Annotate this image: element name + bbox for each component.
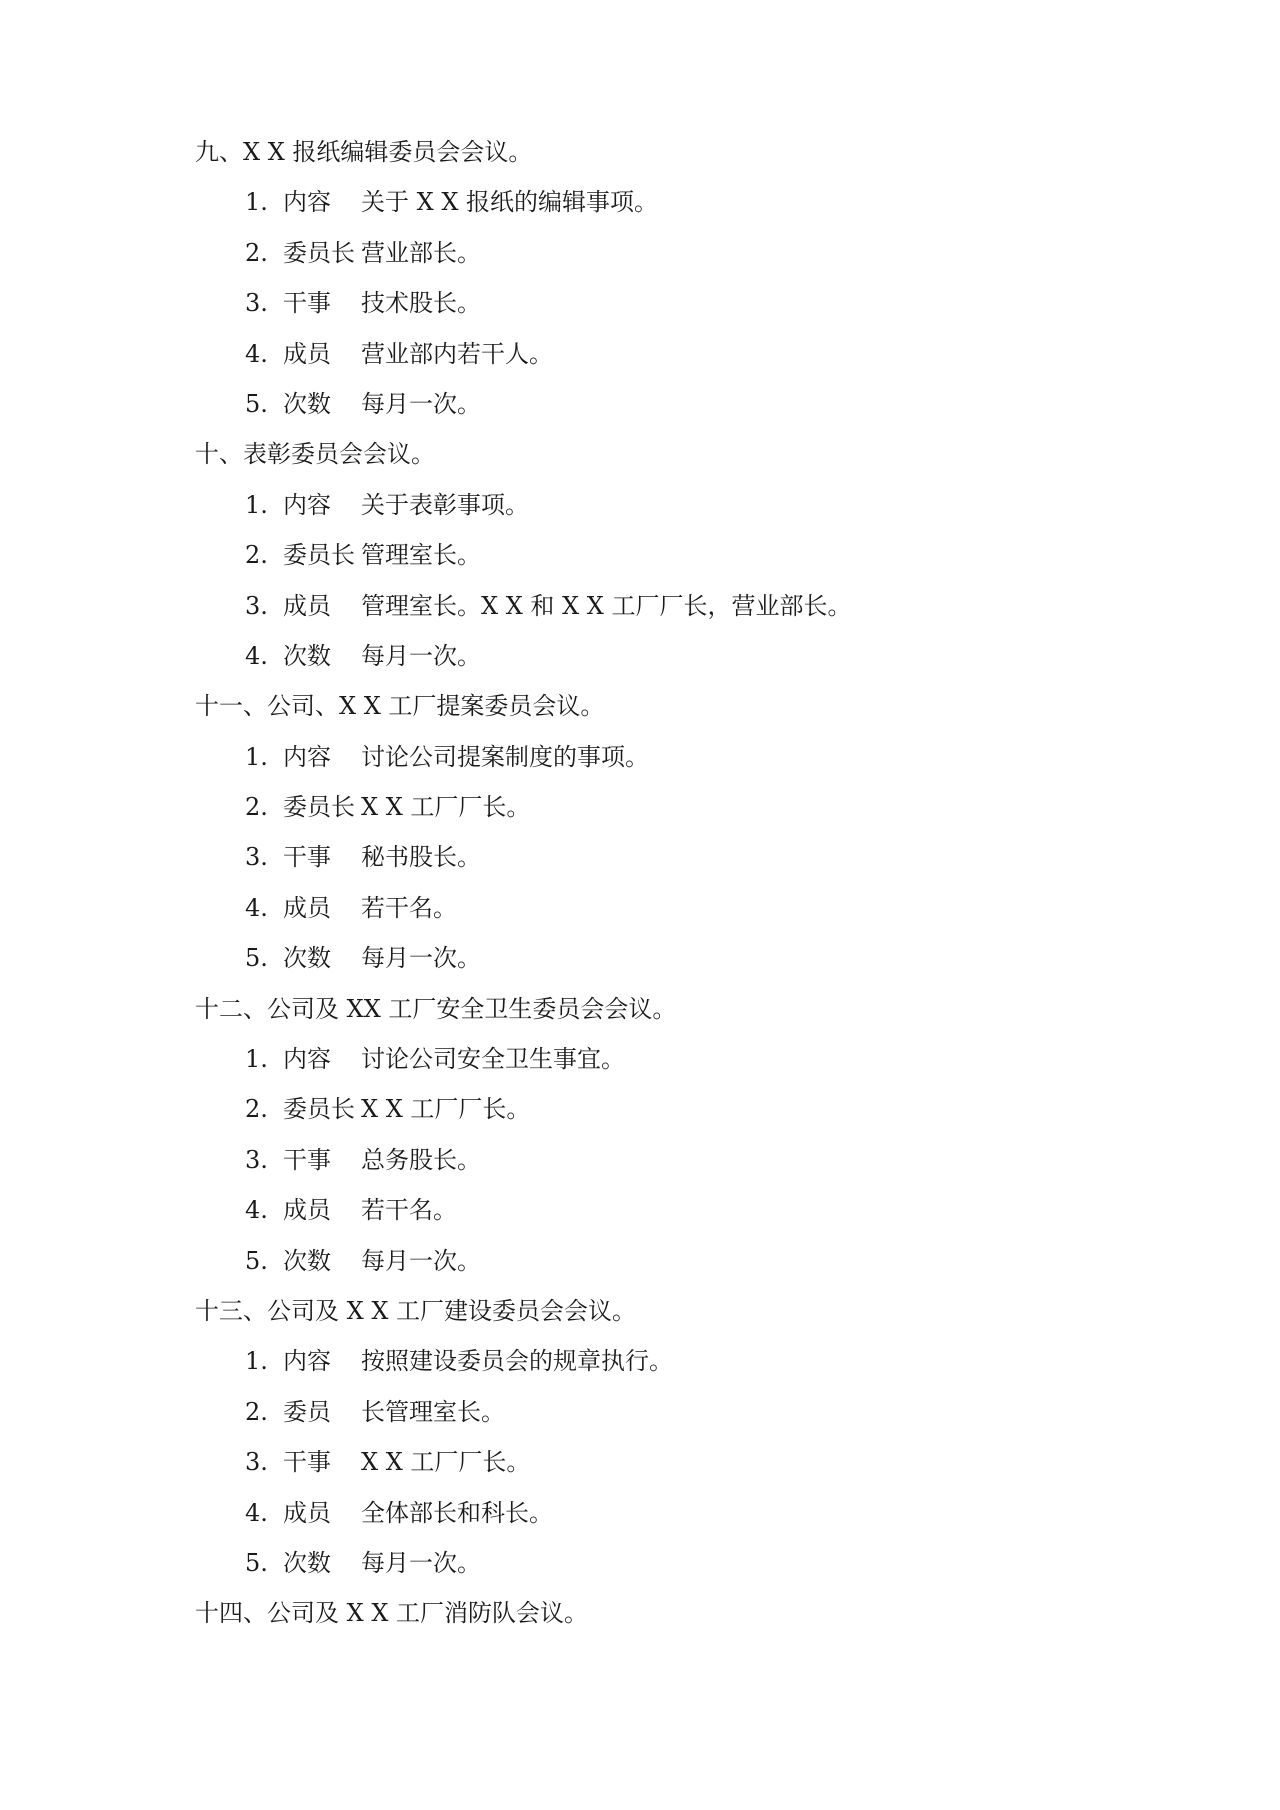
item-number: 2. (245, 238, 268, 267)
list-item (195, 278, 1155, 328)
item-number: 3. (245, 843, 268, 872)
list-item (195, 1135, 1155, 1185)
item-label: 次数 (283, 1246, 331, 1275)
item-text: X X 工厂厂长。 (361, 793, 531, 822)
item-number: 5. (245, 1246, 268, 1275)
item-text: 讨论公司安全卫生事宜。 (361, 1045, 625, 1074)
list-item (195, 228, 1155, 278)
list-item (195, 1236, 1155, 1286)
list-item (195, 379, 1155, 429)
item-label: 委员长 (283, 541, 355, 570)
item-label: 内容 (283, 1347, 331, 1376)
item-text: 管理室长。X X 和 X X 工厂厂长，营业部长。 (361, 591, 852, 620)
document-body (195, 127, 1155, 1639)
item-number: 3. (245, 591, 268, 620)
list-item (195, 480, 1155, 530)
item-number: 5. (245, 389, 268, 418)
item-text: 每月一次。 (361, 944, 481, 973)
item-text: 每月一次。 (361, 1246, 481, 1275)
item-text: 全体部长和科长。 (361, 1498, 553, 1527)
item-text: 关于表彰事项。 (361, 490, 529, 519)
section-heading: 十一、公司、X X 工厂提案委员会议。 (195, 692, 605, 721)
item-text: 秘书股长。 (361, 843, 481, 872)
item-text: 技术股长。 (361, 289, 481, 318)
section-heading: 九、X X 报纸编辑委员会会议。 (195, 138, 533, 166)
item-label: 干事 (283, 1145, 331, 1174)
item-label: 次数 (283, 944, 331, 973)
item-text: 按照建设委员会的规章执行。 (361, 1347, 673, 1376)
item-number: 2. (245, 541, 268, 570)
list-item (195, 1034, 1155, 1084)
item-label: 次数 (283, 1548, 331, 1577)
item-label: 成员 (283, 591, 331, 620)
list-item (195, 177, 1155, 227)
item-number: 3. (245, 1448, 268, 1477)
item-text: X X 工厂厂长。 (361, 1448, 531, 1477)
section-heading: 十二、公司及 XX 工厂安全卫生委员会会议。 (195, 994, 677, 1023)
list-item (195, 1437, 1155, 1487)
item-text: 长管理室长。 (361, 1397, 505, 1426)
item-label: 内容 (283, 188, 331, 217)
item-label: 干事 (283, 843, 331, 872)
item-text: 总务股长。 (361, 1145, 481, 1174)
item-label: 成员 (283, 893, 331, 922)
list-item (195, 732, 1155, 782)
section-heading: 十三、公司及 X X 工厂建设委员会会议。 (195, 1296, 637, 1325)
item-label: 成员 (283, 1498, 331, 1527)
item-label: 委员长 (283, 1095, 355, 1124)
list-item (195, 631, 1155, 681)
list-item (195, 1336, 1155, 1386)
list-item (195, 581, 1155, 631)
item-number: 5. (245, 944, 268, 973)
item-text: 营业部长。 (361, 238, 481, 267)
list-item (195, 883, 1155, 933)
item-label: 次数 (283, 641, 331, 670)
list-item (195, 1538, 1155, 1588)
item-number: 4. (245, 641, 268, 670)
item-text: 讨论公司提案制度的事项。 (361, 742, 649, 771)
item-number: 2. (245, 1095, 268, 1124)
list-item (195, 832, 1155, 882)
item-number: 1. (245, 490, 268, 519)
item-number: 4. (245, 339, 268, 368)
item-label: 成员 (283, 339, 331, 368)
item-text: 每月一次。 (361, 641, 481, 670)
item-label: 内容 (283, 1045, 331, 1074)
list-item (195, 530, 1155, 580)
item-label: 委员 (283, 1397, 331, 1426)
item-label: 委员长 (283, 793, 355, 822)
item-label: 内容 (283, 742, 331, 771)
item-number: 2. (245, 793, 268, 822)
item-number: 5. (245, 1548, 268, 1577)
item-number: 4. (245, 1196, 268, 1225)
item-text: 若干名。 (361, 893, 457, 922)
list-item (195, 933, 1155, 983)
item-text: 若干名。 (361, 1196, 457, 1225)
item-number: 1. (245, 188, 268, 217)
list-item (195, 782, 1155, 832)
item-label: 成员 (283, 1196, 331, 1225)
item-number: 1. (245, 1347, 268, 1376)
item-label: 干事 (283, 1448, 331, 1477)
item-text: 每月一次。 (361, 389, 481, 418)
item-text: 每月一次。 (361, 1548, 481, 1577)
item-label: 干事 (283, 289, 331, 318)
list-item (195, 1387, 1155, 1437)
item-number: 1. (245, 742, 268, 771)
item-text: 关于 X X 报纸的编辑事项。 (361, 188, 659, 217)
list-item (195, 329, 1155, 379)
item-text: 管理室长。 (361, 541, 481, 570)
section-heading: 十、表彰委员会会议。 (195, 440, 435, 469)
list-item (195, 1185, 1155, 1235)
item-number: 4. (245, 893, 268, 922)
section-heading: 十四、公司及 X X 工厂消防队会议。 (195, 1599, 589, 1628)
item-label: 内容 (283, 490, 331, 519)
item-number: 2. (245, 1397, 268, 1426)
list-item (195, 1084, 1155, 1134)
item-number: 3. (245, 289, 268, 318)
item-text: X X 工厂厂长。 (361, 1095, 531, 1124)
item-label: 次数 (283, 389, 331, 418)
item-label: 委员长 (283, 238, 355, 267)
item-number: 1. (245, 1045, 268, 1074)
item-text: 营业部内若干人。 (361, 339, 553, 368)
item-number: 4. (245, 1498, 268, 1527)
item-number: 3. (245, 1145, 268, 1174)
list-item (195, 1488, 1155, 1538)
